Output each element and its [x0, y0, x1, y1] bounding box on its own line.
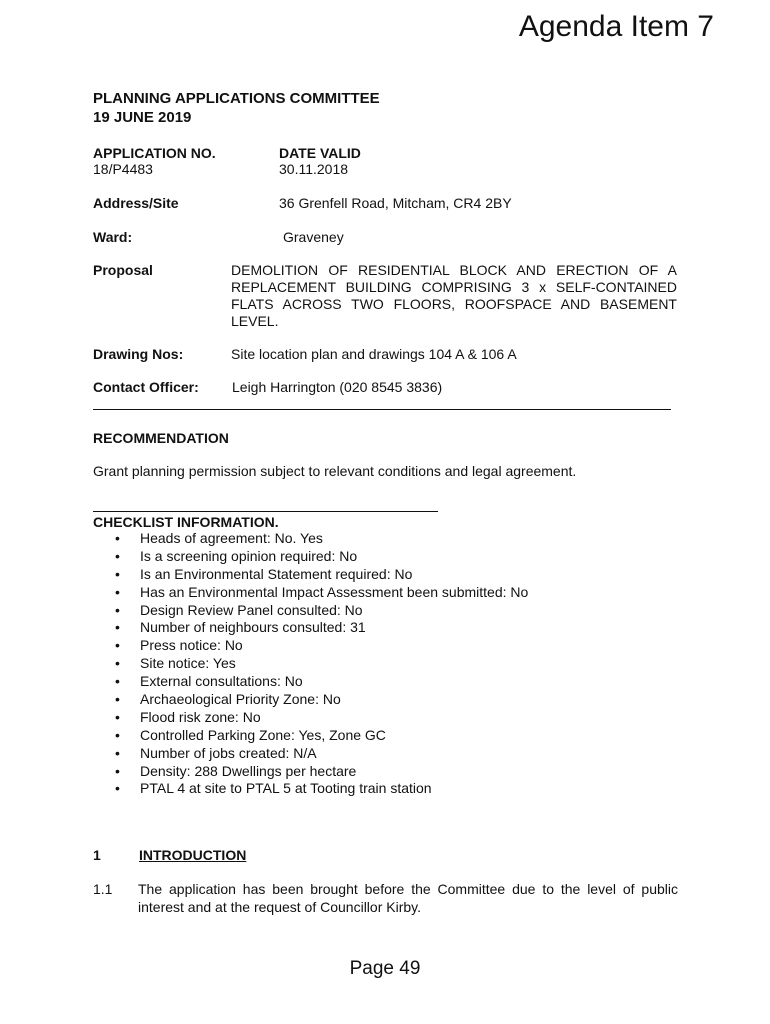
checklist-item-text: Is a screening opinion required: No — [140, 547, 358, 564]
checklist-item-text: Has an Environmental Impact Assessment been submitted: No — [140, 583, 529, 600]
bullet-icon: • — [115, 530, 120, 546]
proposal-label: Proposal — [93, 262, 153, 278]
paragraph-text: The application has been brought before the Committee due to the level of public interest and at the request of Councillor Kirby. — [138, 881, 678, 915]
bullet-icon: • — [115, 619, 120, 636]
checklist-item-text: Archaeological Priority Zone: No — [140, 691, 341, 708]
checklist-list — [93, 530, 693, 798]
recommendation-heading: RECOMMENDATION — [93, 430, 229, 446]
introduction-number: 1 — [93, 847, 101, 863]
checklist-item-text: PTAL 4 at site to PTAL 5 at Tooting train station — [140, 780, 432, 797]
list-item — [93, 566, 693, 584]
proposal-value: DEMOLITION OF RESIDENTIAL BLOCK AND ERECTION OF A REPLACEMENT BUILDING COMPRISING 3 x SELF-CONTAINED FLATS ACROSS TWO FLOORS, ROOFSPACE AND BASEMENT LEVEL. — [231, 262, 677, 329]
header-divider — [93, 409, 671, 410]
checklist-item-text: Site notice: Yes — [140, 655, 236, 672]
recommendation-text: Grant planning permission subject to relevant conditions and legal agreement. — [93, 463, 577, 479]
list-item — [93, 745, 693, 763]
ward-label: Ward: — [93, 229, 133, 245]
paragraph-number: 1.1 — [93, 881, 113, 897]
list-item — [93, 602, 693, 620]
checklist-item-text: Design Review Panel consulted: No — [140, 601, 363, 618]
date-valid-label: DATE VALID — [279, 145, 361, 161]
bullet-icon: • — [115, 565, 120, 582]
bullet-icon: • — [115, 691, 120, 708]
application-no-label: APPLICATION NO. — [93, 145, 216, 161]
bullet-icon: • — [115, 637, 120, 654]
ward-value: Graveney — [283, 229, 344, 245]
list-item — [93, 548, 693, 566]
drawing-nos-label: Drawing Nos: — [93, 346, 184, 362]
list-item — [93, 763, 693, 781]
committee-name: PLANNING APPLICATIONS COMMITTEE — [93, 90, 380, 107]
bullet-icon: • — [115, 547, 120, 564]
agenda-item-title: Agenda Item 7 — [518, 10, 714, 43]
list-item — [93, 530, 693, 548]
page-number: Page 49 — [349, 958, 421, 979]
introduction-heading: INTRODUCTION — [139, 847, 247, 863]
introduction-paragraph — [93, 880, 678, 916]
bullet-icon: • — [115, 601, 120, 618]
bullet-icon: • — [115, 583, 120, 600]
list-item — [93, 673, 693, 691]
list-item — [93, 780, 693, 798]
bullet-icon: • — [115, 762, 120, 779]
bullet-icon: • — [115, 708, 120, 725]
application-no-value: 18/P4483 — [93, 161, 153, 177]
list-item — [93, 584, 693, 602]
date-valid-value: 30.11.2018 — [279, 161, 349, 177]
bullet-icon: • — [115, 726, 120, 743]
list-item — [93, 727, 693, 745]
checklist-item-text: Is an Environmental Statement required: No — [140, 565, 413, 582]
checklist-divider — [93, 511, 438, 512]
contact-officer-value: Leigh Harrington (020 8545 3836) — [232, 379, 443, 395]
checklist-item-text: Density: 288 Dwellings per hectare — [140, 762, 357, 779]
list-item — [93, 709, 693, 727]
bullet-icon: • — [115, 744, 120, 761]
list-item — [93, 655, 693, 673]
bullet-icon: • — [115, 655, 120, 672]
list-item — [93, 637, 693, 655]
drawing-nos-value: Site location plan and drawings 104 A & 106 A — [231, 346, 517, 362]
checklist-item-text: Flood risk zone: No — [140, 708, 261, 725]
contact-officer-label: Contact Officer: — [93, 379, 199, 395]
checklist-item-text: Controlled Parking Zone: Yes, Zone GC — [140, 726, 386, 743]
checklist-item-text: Number of jobs created: N/A — [140, 744, 317, 761]
bullet-icon: • — [115, 673, 120, 690]
list-item — [93, 691, 693, 709]
checklist-item-text: External consultations: No — [140, 673, 303, 690]
list-item — [93, 619, 693, 637]
checklist-item-text: Number of neighbours consulted: 31 — [140, 619, 366, 636]
committee-date: 19 JUNE 2019 — [93, 109, 192, 126]
address-label: Address/Site — [93, 195, 179, 211]
address-value: 36 Grenfell Road, Mitcham, CR4 2BY — [279, 195, 512, 211]
bullet-icon: • — [115, 780, 120, 797]
checklist-heading: CHECKLIST INFORMATION. — [93, 514, 279, 530]
checklist-item-text: Press notice: No — [140, 637, 243, 654]
checklist-item-text: Heads of agreement: No. Yes — [140, 530, 323, 546]
